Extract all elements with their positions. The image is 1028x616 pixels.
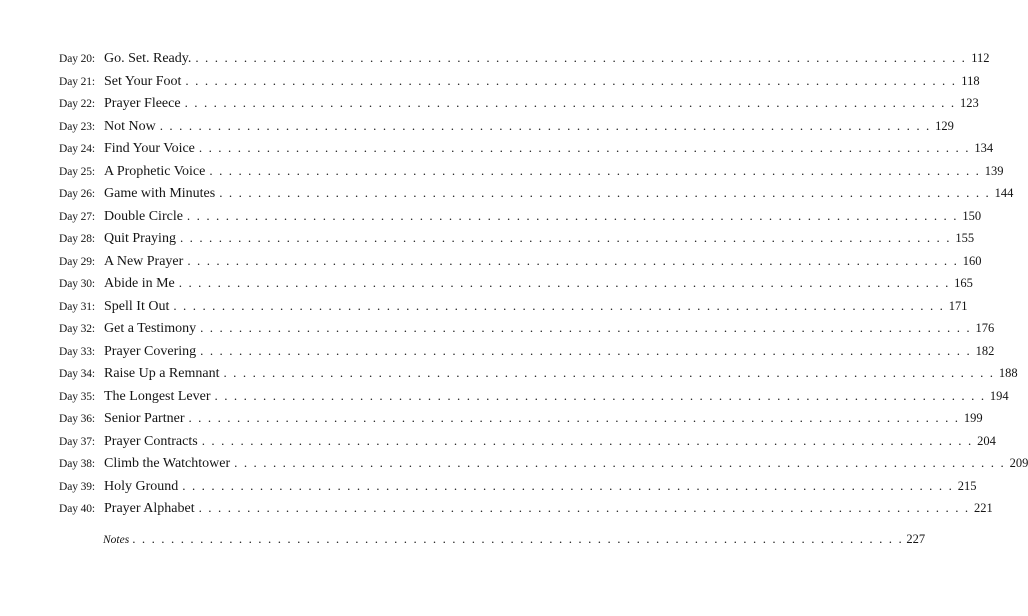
- dot-leader: . . . . . . . . . . . . . . . . . . . . . . . . . . . . . . . . . . . . . . . . . . . . . . . . . . . . . . . . . . . . . . . . . . . . . . . . . . . . . . . .: [195, 50, 967, 65]
- notes-page-number: 227: [906, 532, 926, 546]
- dot-leader: . . . . . . . . . . . . . . . . . . . . . . . . . . . . . . . . . . . . . . . . . . . . . . . . . . . . . . . . . . . . . . . . . . . . . . . . . . . . . . . .: [178, 275, 950, 290]
- toc-day-label: Day 34:: [59, 368, 96, 380]
- toc-page-number: 144: [994, 186, 1014, 200]
- dot-leader: . . . . . . . . . . . . . . . . . . . . . . . . . . . . . . . . . . . . . . . . . . . . . . . . . . . . . . . . . . . . . . . . . . . . . . . . . . . . . . . .: [223, 365, 995, 380]
- toc-chapter-title: Set Your Foot: [104, 73, 182, 89]
- toc-day-label: Day 26:: [59, 188, 96, 200]
- toc-chapter-title: Prayer Alphabet: [104, 501, 195, 516]
- toc-day-label: Day 23:: [59, 120, 96, 133]
- toc-page-number: 134: [974, 141, 994, 155]
- toc-entry: [59, 72, 980, 96]
- toc-entry: [59, 455, 1028, 478]
- dot-leader: . . . . . . . . . . . . . . . . . . . . . . . . . . . . . . . . . . . . . . . . . . . . . . . . . . . . . . . . . . . . . . . . . . . . . . . . . . . . . . . .: [200, 342, 972, 358]
- table-of-contents: [59, 50, 1028, 523]
- dot-leader: . . . . . . . . . . . . . . . . . . . . . . . . . . . . . . . . . . . . . . . . . . . . . . . . . . . . . . . . . . . . . . . . . . . . . . . . . . . . . . . .: [185, 72, 957, 88]
- toc-entry: [59, 185, 1014, 208]
- toc-entry: [59, 500, 993, 523]
- dot-leader: . . . . . . . . . . . . . . . . . . . . . . . . . . . . . . . . . . . . . . . . . . . . . . . . . . . . . . . . . . . . . . . . . . . . . . . . . . . . . . . .: [219, 185, 991, 200]
- dot-leader: . . . . . . . . . . . . . . . . . . . . . . . . . . . . . . . . . . . . . . . . . . . . . . . . . . . . . . . . . . . . . . . . . . . . . . . . . . . . . . . .: [179, 230, 952, 245]
- toc-page-number: 155: [955, 231, 975, 245]
- dot-leader: . . . . . . . . . . . . . . . . . . . . . . . . . . . . . . . . . . . . . . . . . . . . . . . . . . . . . . . . . . . . . . . . . . . . . . . . . . . . . . . .: [188, 410, 960, 425]
- toc-chapter-title: Go. Set. Ready.: [104, 51, 192, 66]
- toc-entry: [59, 320, 995, 343]
- dot-leader: . . . . . . . . . . . . . . . . . . . . . . . . . . . . . . . . . . . . . . . . . . . . . . . . . . . . . . . . . . . . . . . . . . . . . . . . . . . . . . . .: [159, 117, 931, 133]
- toc-day-label: Day 30:: [59, 278, 96, 290]
- toc-chapter-title: Prayer Contracts: [104, 433, 198, 449]
- toc-chapter-title: Spell It Out: [104, 298, 170, 314]
- dot-leader: . . . . . . . . . . . . . . . . . . . . . . . . . . . . . . . . . . . . . . . . . . . . . . . . . . . . . . . . . . . . . . . . . . . . . . . . . . . . . . . .: [132, 531, 904, 546]
- dot-leader: . . . . . . . . . . . . . . . . . . . . . . . . . . . . . . . . . . . . . . . . . . . . . . . . . . . . . . . . . . . . . . . . . . . . . . . . . . . . . . . .: [182, 477, 954, 493]
- toc-chapter-title: Double Circle: [104, 208, 183, 224]
- toc-entry: [59, 95, 979, 118]
- toc-day-label: Day 29:: [59, 255, 96, 268]
- dot-leader: . . . . . . . . . . . . . . . . . . . . . . . . . . . . . . . . . . . . . . . . . . . . . . . . . . . . . . . . . . . . . . . . . . . . . . . . . . . . . . . .: [200, 320, 972, 335]
- toc-chapter-title: Senior Partner: [104, 411, 185, 426]
- dot-leader: . . . . . . . . . . . . . . . . . . . . . . . . . . . . . . . . . . . . . . . . . . . . . . . . . . . . . . . . . . . . . . . . . . . . . . . . . . . . . . . .: [209, 162, 981, 178]
- toc-page-number: 176: [975, 321, 995, 335]
- dot-leader: . . . . . . . . . . . . . . . . . . . . . . . . . . . . . . . . . . . . . . . . . . . . . . . . . . . . . . . . . . . . . . . . . . . . . . . . . . . . . . . .: [198, 140, 971, 155]
- dot-leader: . . . . . . . . . . . . . . . . . . . . . . . . . . . . . . . . . . . . . . . . . . . . . . . . . . . . . . . . . . . . . . . . . . . . . . . . . . . . . . . .: [184, 95, 956, 110]
- toc-day-label: Day 35:: [59, 390, 96, 403]
- toc-chapter-title: Game with Minutes: [104, 186, 216, 201]
- toc-day-label: Day 40:: [59, 503, 96, 515]
- toc-chapter-title: Not Now: [104, 118, 156, 134]
- dot-leader: . . . . . . . . . . . . . . . . . . . . . . . . . . . . . . . . . . . . . . . . . . . . . . . . . . . . . . . . . . . . . . . . . . . . . . . . . . . . . . . .: [201, 432, 973, 448]
- toc-entry-notes: [103, 531, 926, 547]
- toc-entry: [59, 297, 968, 321]
- toc-day-label: Day 24:: [59, 143, 96, 155]
- toc-chapter-title: Raise Up a Remnant: [104, 366, 220, 381]
- toc-entry: [59, 275, 973, 298]
- dot-leader: . . . . . . . . . . . . . . . . . . . . . . . . . . . . . . . . . . . . . . . . . . . . . . . . . . . . . . . . . . . . . . . . . . . . . . . . . . . . . . . .: [186, 207, 959, 223]
- toc-chapter-title: Holy Ground: [104, 478, 179, 494]
- toc-day-label: Day 33:: [59, 345, 96, 358]
- dot-leader: . . . . . . . . . . . . . . . . . . . . . . . . . . . . . . . . . . . . . . . . . . . . . . . . . . . . . . . . . . . . . . . . . . . . . . . . . . . . . . . .: [234, 455, 1006, 470]
- toc-entry: [59, 230, 975, 253]
- toc-day-label: Day 21:: [59, 75, 96, 88]
- toc-page-number: 215: [957, 478, 977, 493]
- toc-page-number: 150: [962, 208, 982, 223]
- toc-chapter-title: Prayer Fleece: [104, 96, 181, 111]
- toc-entry: [59, 50, 990, 73]
- toc-chapter-title: A Prophetic Voice: [104, 163, 206, 179]
- toc-page-number: 160: [962, 253, 982, 268]
- toc-page-number: 118: [961, 73, 980, 88]
- toc-day-label: Day 22:: [59, 98, 96, 110]
- toc-chapter-title: A New Prayer: [104, 253, 184, 269]
- toc-day-label: Day 27:: [59, 210, 96, 223]
- toc-entry: [59, 117, 954, 141]
- toc-chapter-title: Get a Testimony: [104, 321, 197, 336]
- toc-entry: [59, 207, 982, 231]
- dot-leader: . . . . . . . . . . . . . . . . . . . . . . . . . . . . . . . . . . . . . . . . . . . . . . . . . . . . . . . . . . . . . . . . . . . . . . . . . . . . . . . .: [214, 387, 986, 403]
- toc-entry: [59, 365, 1018, 388]
- toc-entry: [59, 410, 983, 433]
- toc-chapter-title: Abide in Me: [104, 276, 175, 291]
- toc-page-number: 139: [984, 163, 1004, 178]
- toc-chapter-title: Quit Praying: [104, 231, 176, 246]
- toc-page-number: 204: [977, 433, 996, 448]
- toc-entry: [59, 477, 977, 501]
- toc-page-number: 123: [959, 96, 979, 110]
- toc-day-label: Day 32:: [59, 323, 96, 335]
- toc-entry: [59, 387, 1009, 411]
- toc-chapter-title: Find Your Voice: [104, 141, 195, 156]
- toc-page-number: 188: [998, 366, 1018, 380]
- toc-page-number: 194: [989, 388, 1009, 403]
- toc-day-label: Day 38:: [59, 458, 96, 470]
- toc-day-label: Day 37:: [59, 435, 96, 448]
- toc-day-label: Day 31:: [59, 300, 96, 313]
- toc-page-number: 171: [948, 298, 968, 313]
- toc-page-number: 182: [975, 343, 995, 358]
- toc-page-number: 209: [1009, 456, 1028, 470]
- toc-entry: [59, 342, 995, 366]
- dot-leader: . . . . . . . . . . . . . . . . . . . . . . . . . . . . . . . . . . . . . . . . . . . . . . . . . . . . . . . . . . . . . . . . . . . . . . . . . . . . . . . .: [173, 297, 945, 313]
- toc-day-label: Day 25:: [59, 165, 96, 178]
- toc-page-number: 199: [963, 411, 983, 425]
- toc-page-number: 129: [935, 118, 954, 133]
- notes-label: Notes: [103, 534, 130, 546]
- toc-entry: [59, 140, 994, 163]
- toc-day-label: Day 28:: [59, 233, 96, 245]
- toc-entry: [59, 162, 1004, 186]
- toc-chapter-title: The Longest Lever: [104, 388, 211, 404]
- toc-day-label: Day 39:: [59, 480, 96, 493]
- dot-leader: . . . . . . . . . . . . . . . . . . . . . . . . . . . . . . . . . . . . . . . . . . . . . . . . . . . . . . . . . . . . . . . . . . . . . . . . . . . . . . . .: [198, 500, 970, 515]
- toc-chapter-title: Prayer Covering: [104, 343, 197, 359]
- dot-leader: . . . . . . . . . . . . . . . . . . . . . . . . . . . . . . . . . . . . . . . . . . . . . . . . . . . . . . . . . . . . . . . . . . . . . . . . . . . . . . . .: [187, 252, 959, 268]
- toc-chapter-title: Climb the Watchtower: [104, 456, 231, 471]
- toc-entry: [59, 432, 996, 456]
- toc-page-number: 221: [974, 501, 993, 515]
- toc-day-label: Day 20:: [59, 53, 96, 65]
- toc-page-number: 112: [971, 51, 990, 65]
- toc-entry: [59, 252, 982, 276]
- toc-day-label: Day 36:: [59, 413, 96, 425]
- toc-page-number: 165: [954, 276, 973, 290]
